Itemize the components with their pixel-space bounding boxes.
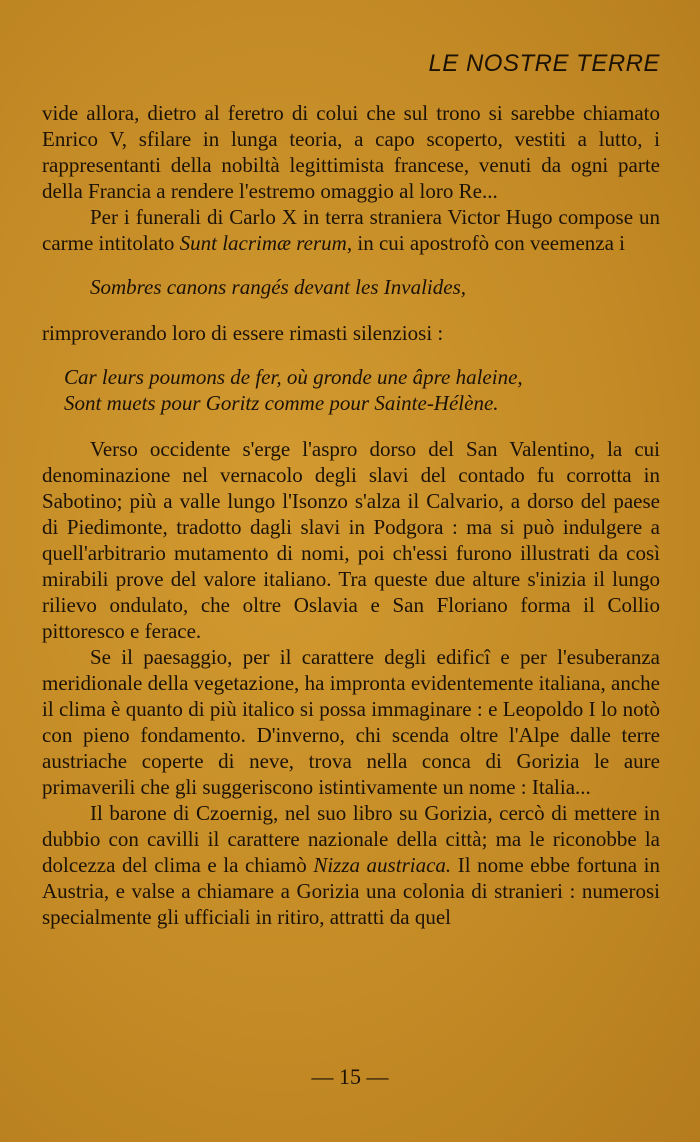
- page-number: — 15 —: [311, 1064, 389, 1089]
- paragraph-3: rimproverando loro di essere rimasti silenziosi :: [42, 321, 444, 345]
- running-header: LE NOSTRE TERRE: [428, 50, 660, 77]
- paragraph-1: vide allora, dietro al feretro di colui che sul trono si sarebbe chiamato Enrico V, sfilare in lunga teoria, a capo scoperto, vestiti a lutto, i rappresentanti della nobiltà legittimista francese, venuti da ogni parte della Francia a rendere l'estremo omaggio al loro Re...: [42, 101, 660, 203]
- paragraph-2-text-a: Per i funerali di Carlo X in terra straniera Victor Hugo compose un carme intitolato: [42, 205, 660, 255]
- verse-line-2: Sont muets pour Goritz comme pour Sainte-Hélène.: [64, 391, 499, 415]
- paragraph-6-text-b: Il nome ebbe fortuna in Austria, e valse a chiamare a Gorizia una colonia di stranieri : numerosi specialmente gli ufficiali in ritiro, attratti da quel: [42, 853, 660, 929]
- paragraph-6: [42, 800, 660, 930]
- paragraph-2-text-b: in cui apostrofò con veemenza i: [352, 231, 626, 255]
- verse-line-1: Car leurs poumons de fer, où gronde une âpre haleine,: [64, 365, 523, 389]
- page-body: [42, 100, 660, 930]
- poem-title: Sunt lacrimæ rerum,: [179, 231, 353, 255]
- verse-quote-1: Sombres canons rangés devant les Invalides,: [90, 275, 466, 299]
- nickname-italic: Nizza austriaca.: [313, 853, 452, 877]
- paragraph-6-text-a: Il barone di Czoernig, nel suo libro su Gorizia, cercò di mettere in dubbio con cavilli il carattere nazionale della città; ma le riconobbe la dolcezza del clima e la chiamò: [42, 801, 660, 877]
- paragraph-4: Verso occidente s'erge l'aspro dorso del San Valentino, la cui denominazione nel vernacolo degli slavi del contado fu corrotta in Sabotino; più a valle lungo l'Isonzo s'alza il Calvario, a dorso del paese di Piedimonte, tradotto dagli slavi in Podgora : ma si può indulgere a quell'arbitrario mutamento di nomi, poi ch'essi furono illustrati da così mirabili prove del valore italiano. Tra queste due alture s'inizia il lungo rilievo ondulato, che oltre Oslavia e San Floriano forma il Collio pittoresco e ferace.: [42, 437, 660, 643]
- paragraph-5: Se il paesaggio, per il carattere degli edificî e per l'esuberanza meridionale della vegetazione, ha impronta evidentemente italiana, anche il clima è quanto di più italico si possa immaginare : e Leopoldo I lo notò con pieno fondamento. D'inverno, chi scenda oltre l'Alpe dalle terre austriache coperte di neve, trova nella conca di Gorizia le aure primaverili che gli suggeriscono istintivamente un nome : Italia...: [42, 645, 660, 799]
- paragraph-2: [42, 204, 660, 256]
- verse-quote-2: [64, 364, 660, 416]
